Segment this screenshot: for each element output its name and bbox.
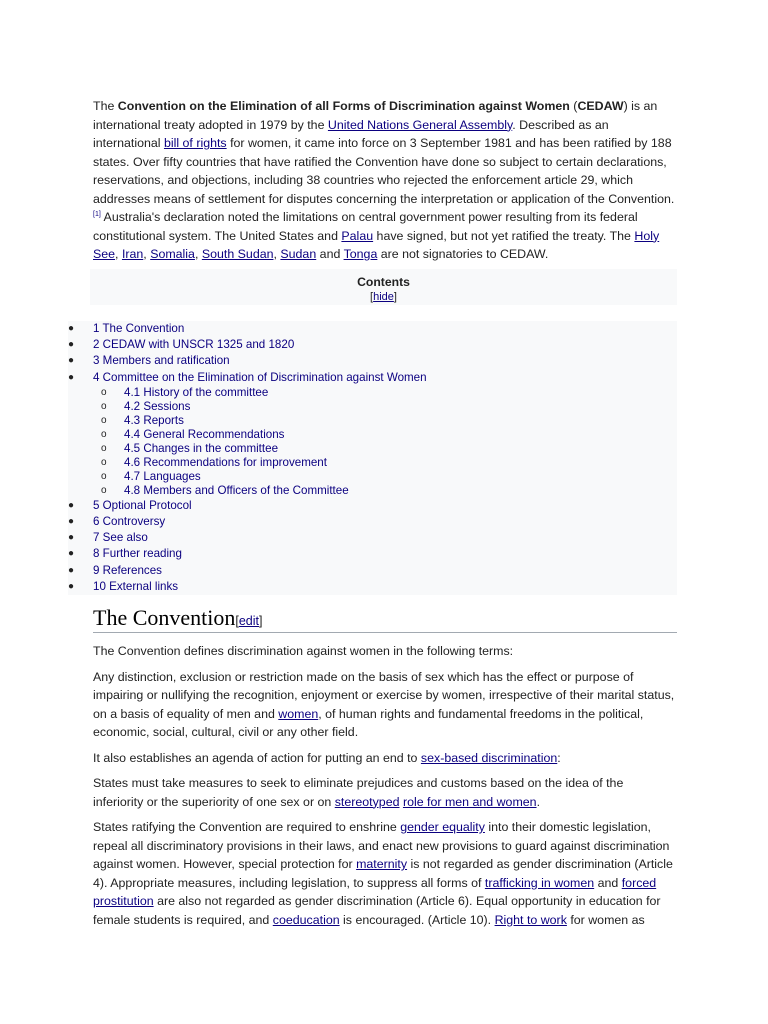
toc-subitem[interactable] (68, 386, 677, 400)
link-women[interactable]: women (278, 706, 319, 721)
toc-bullet-icon: ● (68, 323, 75, 334)
toc-link[interactable]: 4.6 Recommendations for improvement (124, 455, 327, 469)
toc-bullet-icon: o (101, 456, 107, 468)
toc-item[interactable] (68, 321, 677, 337)
toc-link[interactable]: 4.7 Languages (124, 469, 201, 483)
intro-text: . Described as an international (93, 117, 609, 150)
intro-text: , (194, 247, 202, 261)
intro-paragraph (93, 97, 677, 264)
toc-link[interactable]: 5 Optional Protocol (93, 498, 192, 512)
toc-item[interactable] (68, 353, 677, 369)
toc-bullet-icon: ● (68, 548, 75, 560)
link-sudan[interactable]: Sudan (280, 247, 317, 261)
body-paragraph (93, 818, 677, 929)
toc-subitem[interactable] (68, 456, 677, 470)
link-role-for-men-and-women[interactable]: role for men and women (402, 794, 537, 809)
toc-item[interactable] (68, 498, 677, 514)
toc-item[interactable] (68, 337, 677, 353)
toc-link[interactable]: 4.8 Members and Officers of the Committee (124, 483, 349, 497)
toc-bracket: [ (370, 291, 374, 303)
edit-bracket: [ (235, 614, 239, 628)
intro-bold-title: Convention on the Elimination of all Forms of Discrimination against Women (117, 99, 570, 113)
intro-text: for women, it came into force on 3 September 1981 and has been ratified by 188 states. Over fifty countries that have ratified the Convention have done so subject to certain declarations, reservations, and objections, including 38 countries who rejected the enforcement article 29, which addresses means of settlement for disputes concerning the interpretation or application of the Convention. (93, 136, 675, 206)
link-right-to-work[interactable]: Right to work (494, 912, 567, 927)
intro-text: and (316, 247, 344, 261)
section-edit-link[interactable]: edit (238, 614, 260, 628)
toc-link[interactable]: 7 See also (93, 531, 148, 545)
toc-link[interactable]: 3 Members and ratification (93, 354, 230, 368)
body-text: are also not regarded as gender discrimination (Article 6). Equal opportunity in education for female students is required, and (93, 894, 661, 927)
body-text: for women as (566, 912, 645, 927)
toc-hide-wrapper (90, 289, 677, 305)
toc-link[interactable]: 10 External links (93, 579, 179, 593)
link-unga[interactable]: United Nations General Assembly (327, 117, 513, 132)
body-paragraph (93, 749, 677, 768)
link-maternity[interactable]: maternity (356, 857, 408, 871)
body-paragraph-quote (93, 668, 677, 742)
body-text: . (536, 794, 541, 809)
intro-text: , (115, 247, 122, 261)
toc-bullet-icon: ● (68, 339, 75, 351)
section-edit-wrapper (235, 614, 262, 628)
link-bill-of-rights[interactable]: bill of rights (163, 136, 227, 150)
toc-subitem[interactable] (68, 400, 677, 414)
body-paragraph (93, 774, 677, 811)
toc-bullet-icon: ● (68, 515, 75, 527)
toc-bullet-icon: ● (68, 355, 75, 367)
reference-1[interactable]: [1] (93, 210, 101, 218)
body-text: It also establishes an agenda of action for putting an end to (93, 750, 421, 765)
toc-bullet-icon: o (101, 400, 107, 412)
toc-list (68, 321, 677, 595)
toc-link[interactable]: 4.1 History of the committee (124, 385, 269, 399)
toc-link[interactable]: 4.5 Changes in the committee (124, 441, 279, 455)
link-sex-based-discrimination[interactable]: sex-based discrimination (420, 750, 558, 765)
toc-item[interactable] (68, 530, 677, 546)
intro-text: ( (569, 99, 578, 113)
toc-link[interactable]: 8 Further reading (93, 547, 182, 561)
body-text: Any distinction, exclusion or restriction made on the basis of sex which has the effect or purpose of impairing or nullifying the recognition, enjoyment or exercise by women, irrespective of their marital status, on a basis of equality of men and (93, 669, 675, 721)
toc-subitem[interactable] (68, 442, 677, 456)
intro-text: The (93, 99, 118, 113)
toc-bullet-icon: ● (68, 580, 75, 592)
body-text: and (594, 875, 622, 890)
link-palau[interactable]: Palau (341, 228, 374, 243)
toc-subitem[interactable] (68, 414, 677, 428)
toc-bullet-icon: o (101, 428, 107, 440)
body-paragraph: The Convention defines discrimination against women in the following terms: (93, 644, 514, 658)
toc-bullet-icon: o (101, 470, 107, 482)
toc-item[interactable] (68, 579, 677, 595)
link-holy-see[interactable]: Holy See (93, 228, 660, 261)
toc-bullet-icon: o (101, 484, 107, 496)
toc-bullet-icon: o (101, 442, 107, 454)
intro-bold-abbr: CEDAW (577, 99, 624, 113)
intro-text: have signed, but not yet ratified the treaty. The (373, 228, 635, 243)
section-heading-the-convention (93, 605, 677, 633)
toc-link[interactable]: 4.2 Sessions (124, 399, 191, 413)
toc-link[interactable]: 2 CEDAW with UNSCR 1325 and 1820 (93, 338, 295, 352)
section-heading-text: The Convention (93, 605, 236, 630)
intro-text: ) is an international treaty adopted in 1979 by the (93, 99, 658, 132)
body-text: into their domestic legislation, repeal all discriminatory provisions in their laws, and enact new provisions to guard against discrimination against women. However, special protection for (93, 820, 670, 871)
toc-bullet-icon: ● (68, 371, 75, 383)
toc-bullet-icon: ● (68, 564, 75, 576)
body-text: is not regarded as gender discrimination (Article 4). Appropriate measures, including legislation, to suppress all forms of (93, 857, 673, 890)
intro-text: , (143, 247, 151, 261)
link-coeducation[interactable]: coeducation (272, 912, 340, 927)
link-iran[interactable]: Iran (121, 247, 144, 261)
toc-bracket: ] (393, 291, 397, 303)
link-trafficking-in-women[interactable]: trafficking in women (484, 875, 595, 890)
link-forced-prostitution[interactable]: forced prostitution (93, 875, 657, 908)
intro-text: are not signatories to CEDAW. (377, 247, 549, 261)
body-text: , of human rights and fundamental freedoms in the political, economic, social, cultural, civil or any other field. (93, 706, 644, 739)
intro-text: , (273, 247, 281, 261)
section-body (93, 642, 677, 936)
toc-link[interactable]: 4.3 Reports (124, 413, 184, 427)
toc-subitem[interactable] (68, 428, 677, 442)
link-stereotyped[interactable]: stereotyped (334, 794, 400, 809)
toc-item[interactable] (68, 563, 677, 579)
toc-bullet-icon: o (101, 386, 107, 398)
body-text: : (557, 750, 561, 765)
toc-link[interactable]: 1 The Convention (93, 322, 185, 335)
intro-text: Australia's declaration noted the limitations on central government power resulting from its federal constitutional system. The United States and (93, 210, 638, 243)
toc-bullet-icon: ● (68, 499, 75, 511)
toc-subitem[interactable] (68, 484, 677, 498)
article-page (68, 97, 677, 927)
toc-item[interactable] (68, 546, 677, 562)
toc-link[interactable]: 4 Committee on the Elimination of Discrimination against Women (93, 370, 427, 384)
toc-bullet-icon: o (101, 414, 107, 426)
toc-title: Contents (357, 275, 410, 289)
link-gender-equality[interactable]: gender equality (400, 820, 485, 834)
toc-item[interactable] (68, 370, 677, 386)
body-text: States must take measures to seek to eliminate prejudices and customs based on the idea of the inferiority or the superiority of one sex or on (93, 776, 624, 809)
body-text: States ratifying the Convention are required to enshrine (93, 820, 401, 834)
link-somalia[interactable]: Somalia (150, 247, 195, 261)
link-south-sudan[interactable]: South Sudan (201, 247, 274, 261)
toc-link[interactable]: 9 References (93, 563, 162, 577)
toc-bullet-icon: ● (68, 532, 75, 544)
body-text: is encouraged. (Article 10). (339, 912, 495, 927)
toc-link[interactable]: 4.4 General Recommendations (124, 427, 285, 441)
toc-subitem[interactable] (68, 470, 677, 484)
toc-header (90, 269, 677, 305)
toc-item[interactable] (68, 514, 677, 530)
toc-hide-link[interactable]: hide (373, 291, 394, 303)
toc-link[interactable]: 6 Controversy (93, 514, 166, 528)
edit-bracket: ] (259, 614, 263, 628)
link-tonga[interactable]: Tonga (343, 247, 378, 261)
